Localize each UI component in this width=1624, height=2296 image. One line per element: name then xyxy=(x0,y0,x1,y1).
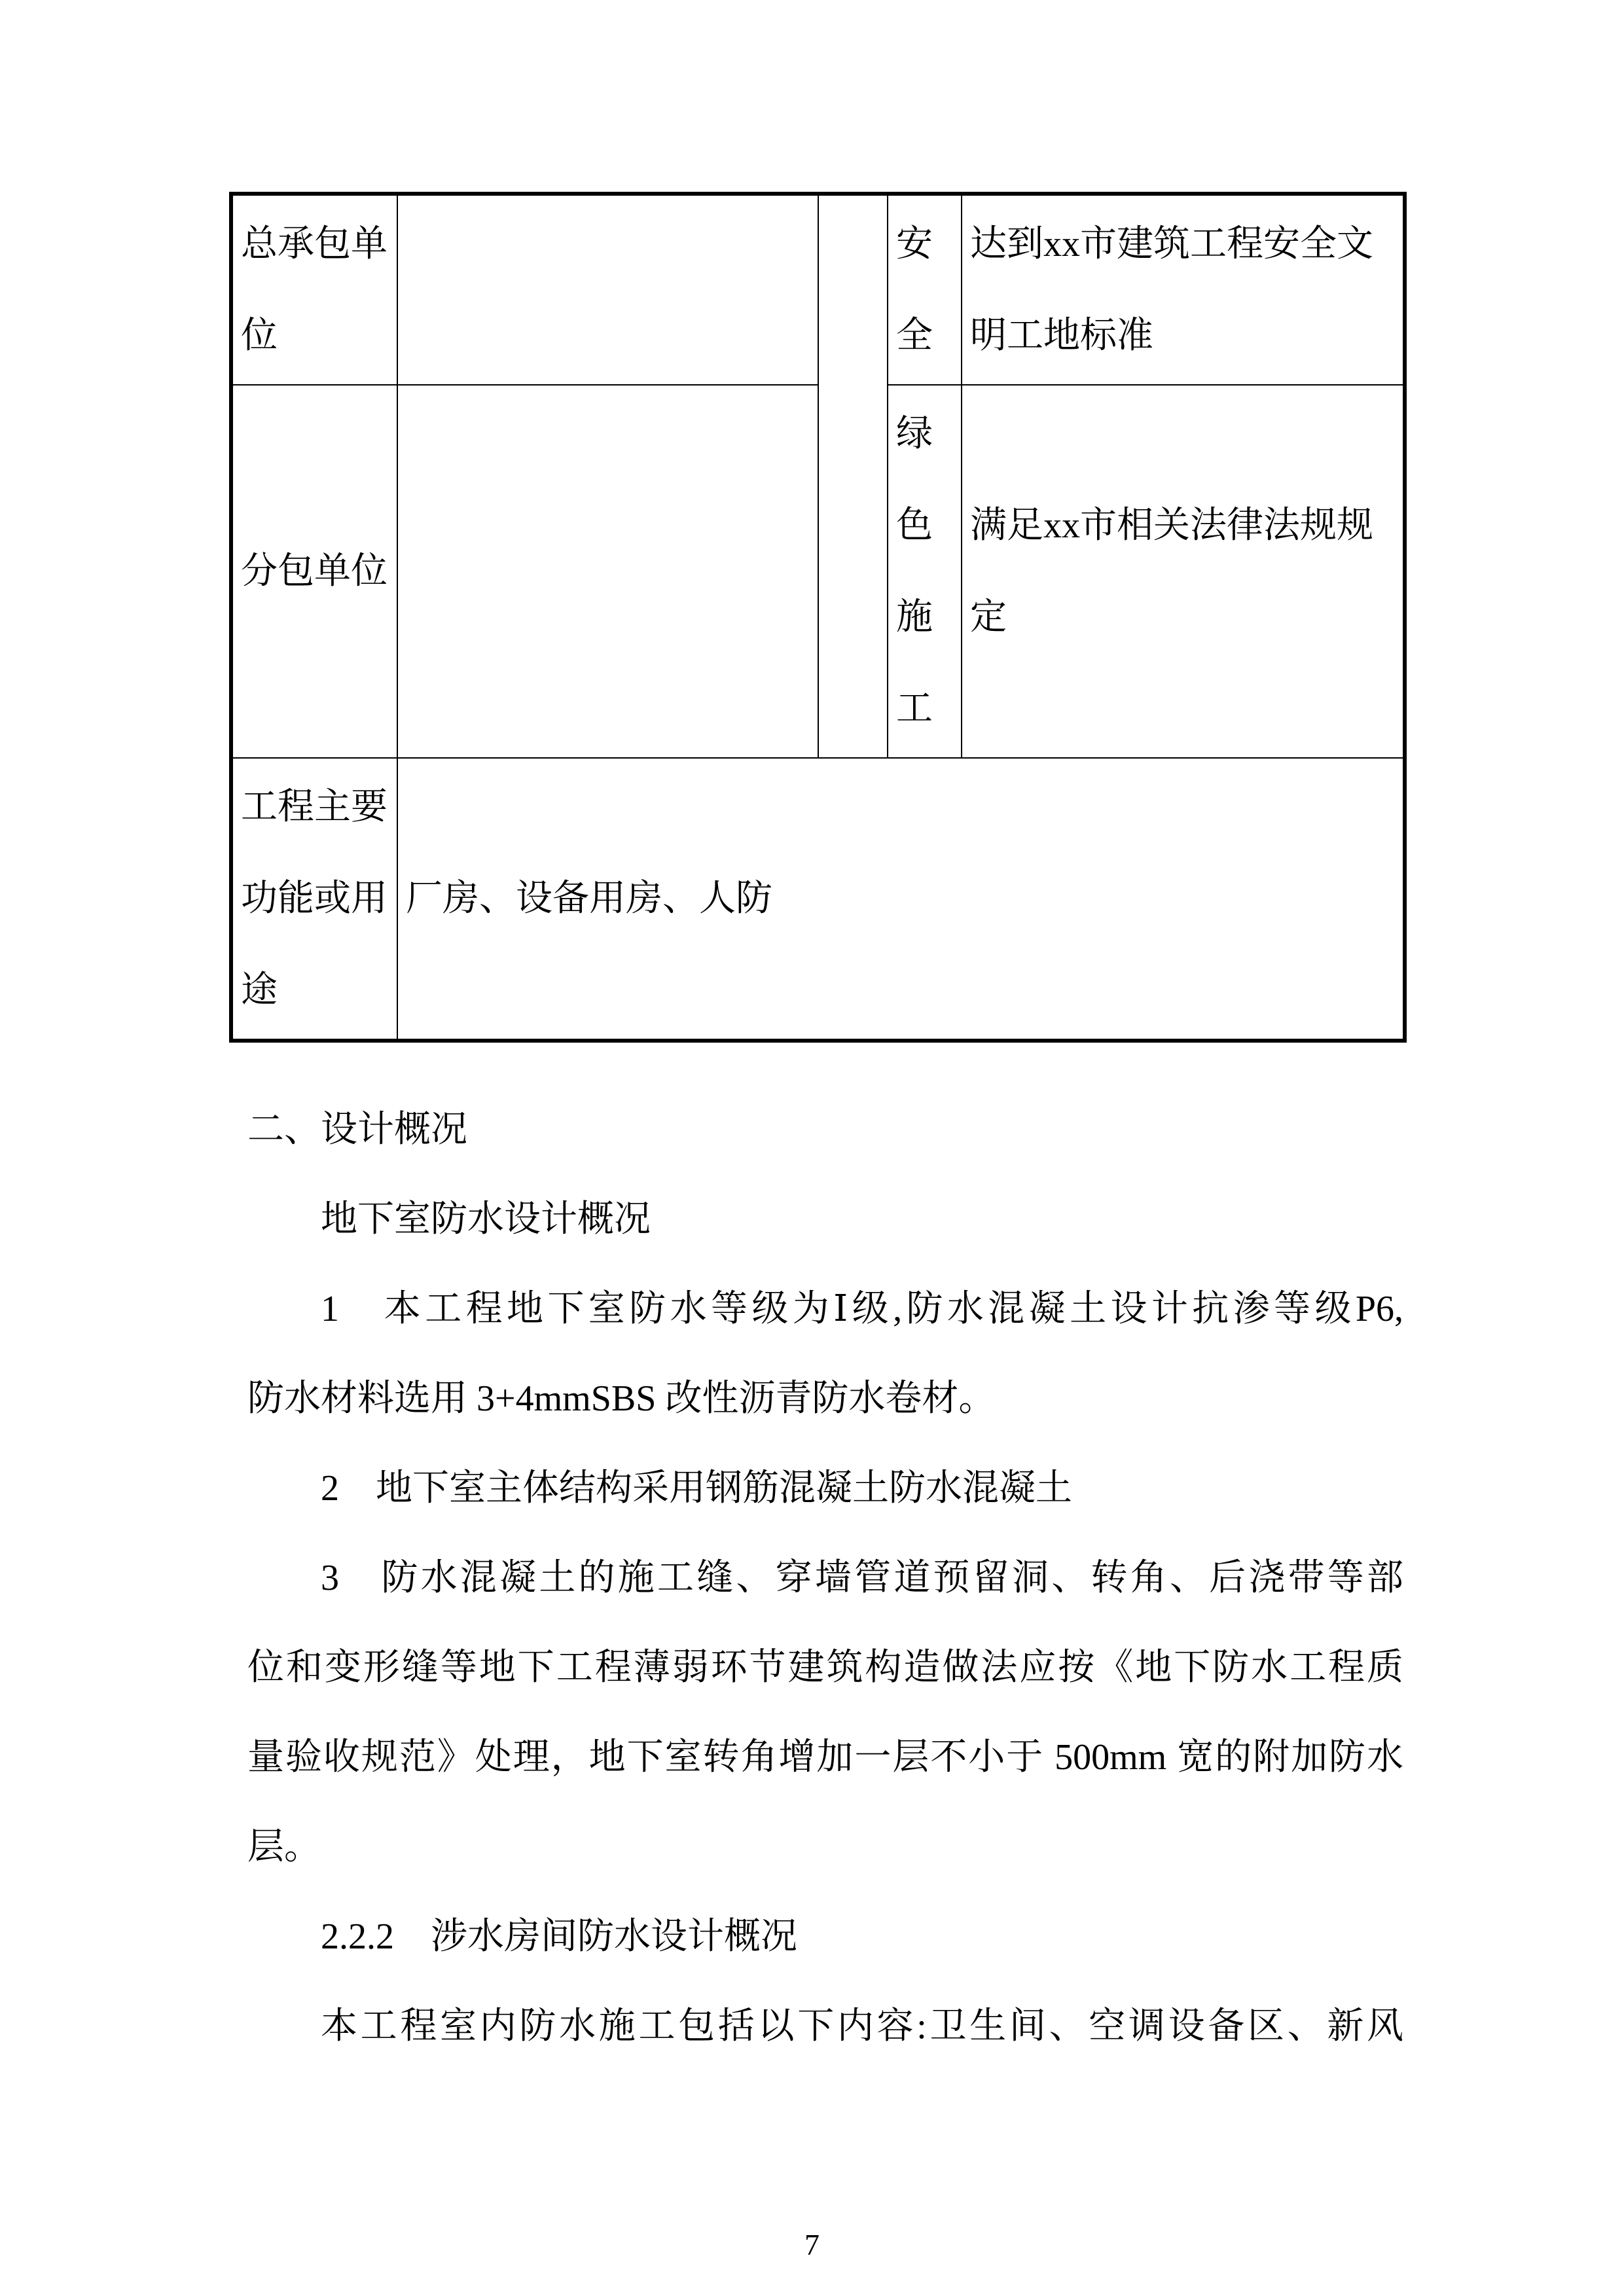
green-construction-description-cell: 满足xx市相关法律法规规定 xyxy=(962,385,1405,758)
safety-description-cell: 达到xx市建筑工程安全文明工地标准 xyxy=(962,194,1405,385)
section-heading: 二、设计概况 xyxy=(247,1109,467,1150)
project-info-table xyxy=(229,192,1407,1043)
subsection-heading: 2.2.2 涉水房间防水设计概况 xyxy=(321,1916,797,1957)
paragraph-line: 量验收规范》处理，地下室转角增加一层不小于 500mm 宽的附加防水 xyxy=(247,1737,1403,1778)
table-row-general-contractor xyxy=(231,194,1405,385)
subcontractor-value-cell xyxy=(397,385,818,758)
paragraph-line: 本工程室内防水施工包括以下内容:卫生间、空调设备区、新风 xyxy=(321,2006,1403,2047)
general-contractor-label-cell: 总承包单位 xyxy=(231,194,397,385)
page-number: 7 xyxy=(804,2228,820,2261)
main-function-label-cell: 工程主要功能或用途 xyxy=(231,758,397,1041)
main-function-value-cell: 厂房、设备用房、人防 xyxy=(397,758,1405,1041)
green-construction-category-cell: 绿色施工 xyxy=(888,385,962,758)
paragraph-line: 位和变形缝等地下工程薄弱环节建筑构造做法应按《地下防水工程质 xyxy=(247,1647,1403,1688)
paragraph-line: 2 地下室主体结构采用钢筋混凝土防水混凝土 xyxy=(321,1468,1072,1509)
paragraph-line: 层。 xyxy=(247,1827,321,1867)
table-spacer-cell xyxy=(818,194,888,758)
table-row-subcontractor xyxy=(231,385,1405,758)
subsection-heading: 地下室防水设计概况 xyxy=(321,1199,651,1240)
subcontractor-label-cell: 分包单位 xyxy=(231,385,397,758)
body-text xyxy=(247,1085,1403,2072)
paragraph-line: 3 防水混凝土的施工缝、穿墙管道预留洞、转角、后浇带等部 xyxy=(321,1558,1403,1598)
paragraph-line: 1 本工程地下室防水等级为Ⅰ级,防水混凝土设计抗渗等级P6, xyxy=(321,1289,1403,1329)
paragraph-line: 防水材料选用 3+4mmSBS 改性沥青防水卷材。 xyxy=(247,1378,996,1419)
general-contractor-value-cell xyxy=(397,194,818,385)
safety-category-cell: 安全 xyxy=(888,194,962,385)
table-row-main-function xyxy=(231,758,1405,1041)
